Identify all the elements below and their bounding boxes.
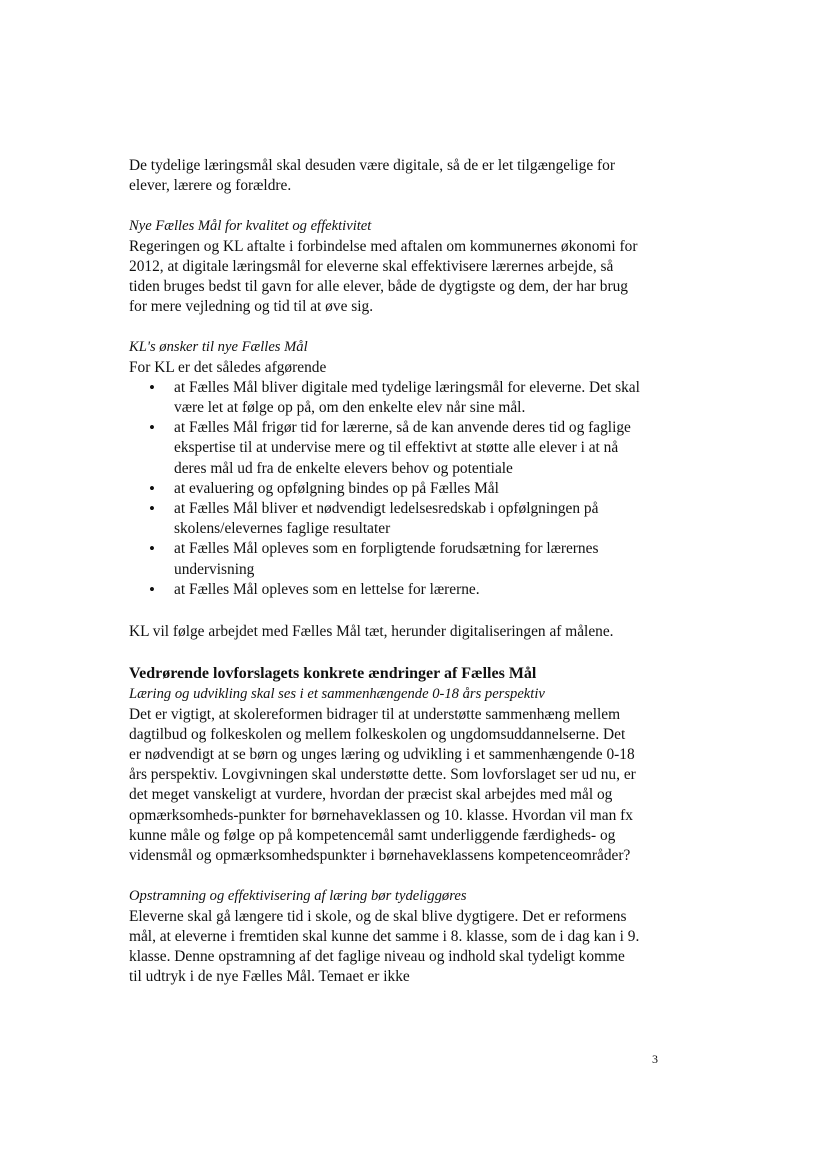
intro-paragraph: De tydelige læringsmål skal desuden være digitale, så de er let tilgængelige for elever, lærere og forældre. — [129, 157, 615, 195]
list-item: • at Fælles Mål bliver digitale med tydelige læringsmål for eleverne. Det skal være let at følge op på, om den enkelte elev når sine mål. — [144, 378, 640, 418]
section-heading-quality: Nye Fælles Mål for kvalitet og effektivitet — [129, 218, 372, 235]
list-item: • at evaluering og opfølgning bindes op på Fælles Mål — [144, 479, 640, 499]
list-item: • at Fælles Mål bliver et nødvendigt ledelsesredskab i opfølgningen på skolens/elevernes faglige resultater — [144, 499, 640, 539]
section-lead-kl-wishes: For KL er det således afgørende — [129, 358, 327, 376]
section-subheading-learning: Læring og udvikling skal ses i et sammenhængende 0-18 års perspektiv — [129, 686, 545, 703]
list-item: • at Fælles Mål opleves som en lettelse for lærerne. — [144, 580, 640, 600]
section-body-tightening: Eleverne skal gå længere tid i skole, og de skal blive dygtigere. Det er reformens mål, at eleverne i fremtiden skal kunne det samme i 8. klasse, som de i dag kan i 9. klasse. Denne opstramning af det faglige niveau og indhold skal tydeligt komme til udtryk i de nye Fælles Mål. Temaet er ikke — [129, 907, 640, 986]
list-item: • at Fælles Mål frigør tid for lærerne, så de kan anvende deres tid og faglige ekspertise til at undervise mere og til effektivt at støtte alle elever i at nå deres mål ud fra de enkelte elevers behov og potentiale — [144, 418, 640, 479]
bullet-list — [120, 378, 640, 600]
section-heading-tightening: Opstramning og effektivisering af læring bør tydeliggøres — [129, 888, 467, 905]
section-heading-bill-changes: Vedrørende lovforslagets konkrete ændringer af Fælles Mål — [129, 665, 537, 683]
document-body — [120, 156, 640, 987]
list-item: • at Fælles Mål opleves som en forpligtende forudsætning for lærernes undervisning — [144, 539, 640, 579]
section-heading-kl-wishes: KL's ønsker til nye Fælles Mål — [129, 339, 308, 356]
page-number: 3 — [652, 1052, 658, 1066]
section-body-learning: Det er vigtigt, at skolereformen bidrager til at understøtte sammenhæng mellem dagtilbud og folkeskolen og mellem folkeskolen og ungdomsuddannelserne. Det er nødvendigt at se børn og unges læring og udvikling i et sammenhængende 0-18 års perspektiv. Lovgivningen skal understøtte dette. Som lovforslaget ser ud nu, er det meget vanskeligt at vurdere, hvordan der præcist skal arbejdes med mål og opmærksomheds-punkter for børnehaveklassen og 10. klasse. Hvordan vil man fx kunne måle og følge op på kompetencemål samt underliggende færdigheds- og vidensmål og opmærksomhedspunkter i børnehaveklassens kompetenceområder? — [129, 705, 636, 865]
section-body-quality: Regeringen og KL aftalte i forbindelse med aftalen om kommunernes økonomi for 2012, at digitale læringsmål for eleverne skal effektivisere lærernes arbejde, så tiden bruges bedst til gavn for alle elever, både de dygtigste og dem, der har brug for mere vejledning og tid til at øve sig. — [129, 237, 638, 316]
section-closing-kl: KL vil følge arbejdet med Fælles Mål tæt, herunder digitaliseringen af målene. — [129, 623, 614, 641]
